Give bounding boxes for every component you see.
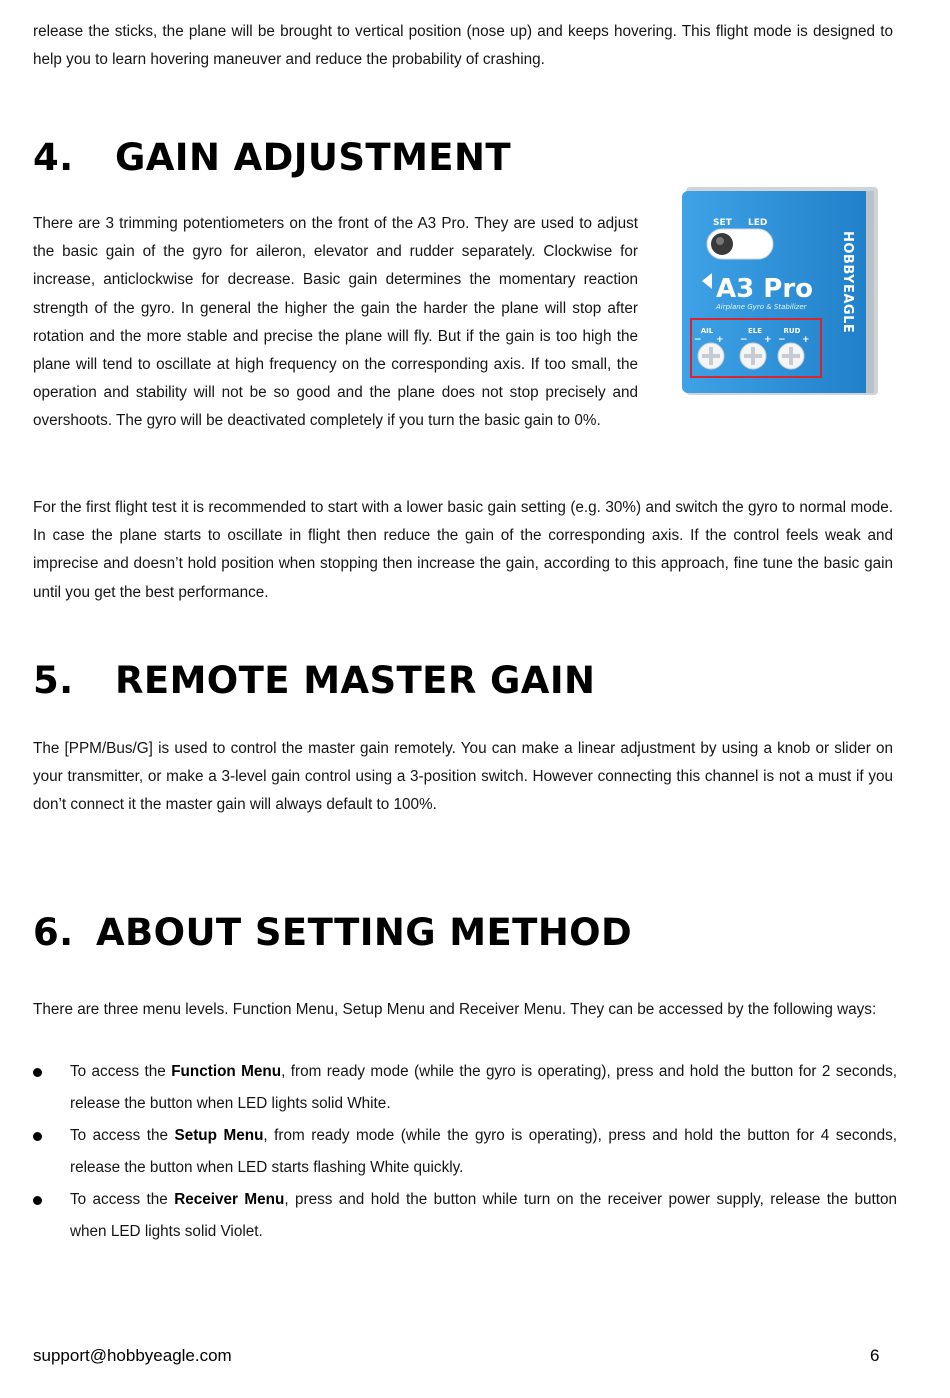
bullet-text-post: , from ready mode (while the gyro is operating), press and hold the button for 2 seconds, release the button when LED lights solid White.: [70, 1063, 897, 1112]
ail-minus-sign: −: [694, 335, 702, 345]
bullet-icon: [33, 1068, 42, 1077]
menu-access-list: [33, 1056, 897, 1248]
section-6-number: 6.: [33, 911, 74, 954]
gain-adjustment-paragraph: There are 3 trimming potentiometers on the front of the A3 Pro. They are used to adjust the basic gain of the gyro for aileron, elevator and rudder separately. Clockwise for increase, anticlockwise for decrease. Basic gain determines the momentary reaction strength of the gyro. In general the higher the gain the harder the plane will stop after rotation and the more stable and precise the plane will fly. But if the gain is too high the plane will tend to oscillate at high frequency on the corresponding axis. If too small, the operation and stability will not be so good and the plane does not stop precisely and overshoots. The gyro will be deactivated completely if you turn the basic gain to 0%.: [33, 215, 638, 430]
brand-text: HOBBYEAGLE: [840, 231, 855, 334]
bullet-text-post: , from ready mode (while the gyro is operating), press and hold the button for 4 seconds, release the button when LED starts flashing White quickly.: [70, 1127, 897, 1176]
ele-minus-sign: −: [740, 335, 748, 345]
rud-plus-sign: +: [802, 335, 810, 345]
set-label: SET: [713, 218, 732, 228]
ele-plus-sign: +: [764, 335, 772, 345]
list-item: [33, 1056, 897, 1120]
footer-email[interactable]: support@hobbyeagle.com: [33, 1346, 232, 1365]
led-label: LED: [748, 218, 768, 228]
rud-label: RUD: [783, 327, 801, 335]
page-number: 6: [870, 1346, 880, 1365]
bullet-text-pre: To access the: [70, 1127, 175, 1144]
function-menu-term: Function Menu: [171, 1063, 282, 1080]
intro-paragraph: release the sticks, the plane will be brought to vertical position (nose up) and keeps hovering. This flight mode is designed to help you to learn hovering maneuver and reduce the probability of crashing.: [33, 23, 893, 69]
bullet-text-pre: To access the: [70, 1191, 175, 1208]
remote-master-gain-paragraph: The [PPM/Bus/G] is used to control the master gain remotely. You can make a linear adjustment by using a knob or slider on your transmitter, or make a 3-level gain control using a 3-position switch. However connecting this channel is not a must if you don’t connect it the master gain will always default to 100%.: [33, 740, 893, 814]
bullet-icon: [33, 1132, 42, 1141]
a3-pro-device-image: [680, 185, 880, 398]
section-5-heading: [33, 659, 595, 702]
rud-potentiometer[interactable]: [778, 343, 804, 369]
setting-method-intro: There are three menu levels. Function Menu, Setup Menu and Receiver Menu. They can be accessed by the following ways:: [33, 1001, 877, 1018]
section-4-title: GAIN ADJUSTMENT: [115, 136, 511, 179]
setup-menu-term: Setup Menu: [174, 1127, 264, 1144]
bullet-text-pre: To access the: [70, 1063, 172, 1080]
bullet-text-post: , press and hold the button while turn on the receiver power supply, release the button when LED lights solid Violet.: [70, 1191, 897, 1240]
model-subtitle: Airplane Gyro & Stabilizer: [716, 303, 807, 311]
first-flight-paragraph: For the first flight test it is recommended to start with a lower basic gain setting (e.g. 30%) and switch the gyro to normal mode. In case the plane starts to oscillate in flight then reduce the gain of the corresponding axis. If the control feels weak and imprecise and doesn’t hold position when stopping then increase the gain, according to this approach, fine tune the basic gain until you get the best performance.: [33, 499, 893, 601]
rud-minus-sign: −: [778, 335, 786, 345]
section-6-heading: [33, 911, 632, 954]
bullet-icon: [33, 1196, 42, 1205]
ele-label: ELE: [747, 327, 763, 335]
list-item: [33, 1120, 897, 1184]
ail-potentiometer[interactable]: [698, 343, 724, 369]
section-5-title: REMOTE MASTER GAIN: [115, 659, 596, 702]
section-6-title: ABOUT SETTING METHOD: [96, 911, 633, 954]
ele-potentiometer[interactable]: [740, 343, 766, 369]
list-item: [33, 1184, 897, 1248]
section-5-number: 5.: [33, 659, 74, 702]
ail-plus-sign: +: [716, 335, 724, 345]
receiver-menu-term: Receiver Menu: [174, 1191, 285, 1208]
model-name: A3 Pro: [716, 274, 814, 304]
section-4-number: 4.: [33, 136, 74, 179]
section-4-heading: [33, 136, 511, 179]
ail-label: AIL: [700, 327, 714, 335]
